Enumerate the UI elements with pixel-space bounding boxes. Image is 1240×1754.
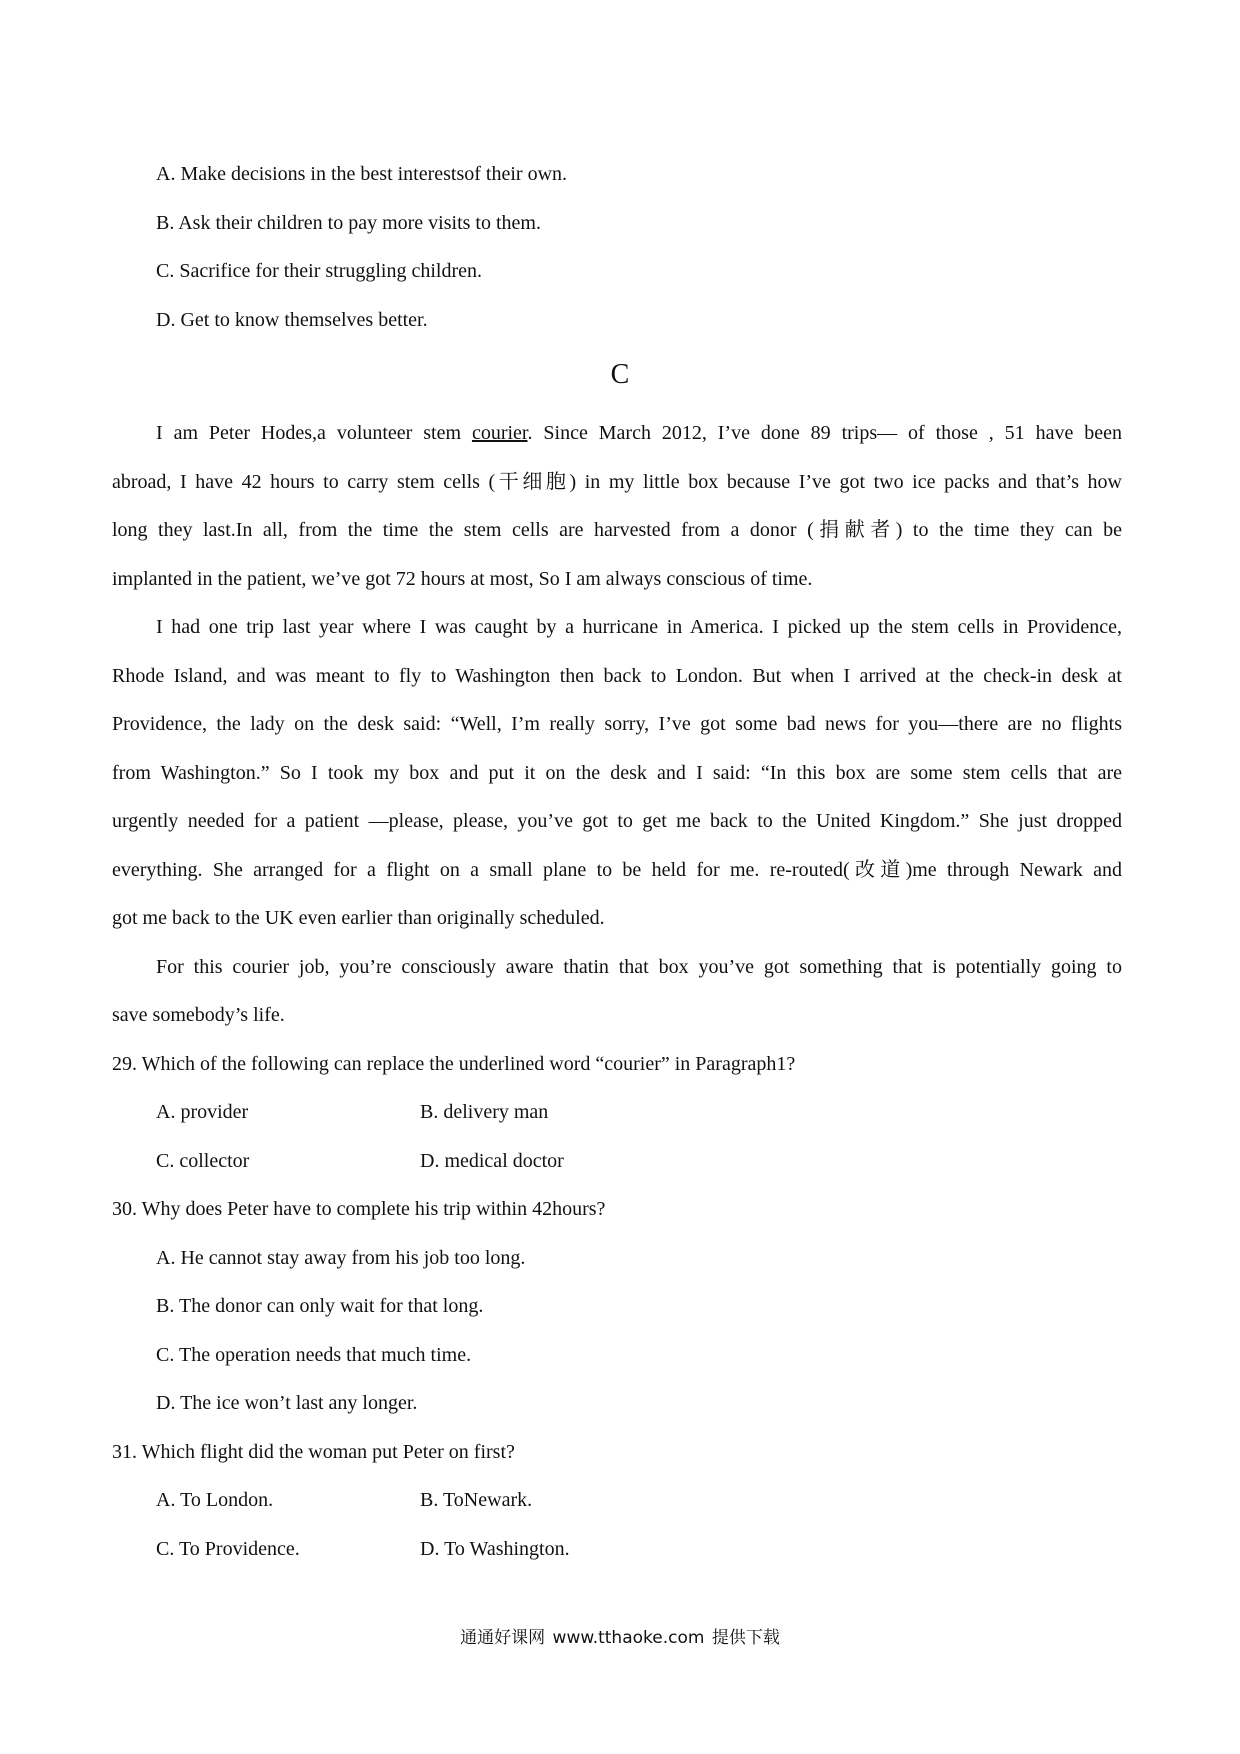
passage-p3-line-1: For this courier job, you’re consciously aware thatin that box you’ve got something that is potentially going to: [156, 956, 1122, 978]
passage-p1-line-2: abroad, I have 42 hours to carry stem cells (干细胞) in my little box because I’ve got two ice packs and that’s how: [112, 471, 1122, 493]
passage-p1-line-3: long they last.In all, from the time the stem cells are harvested from a donor (捐献者) to the time they can be: [112, 519, 1122, 541]
passage-text: I am Peter Hodes,a volunteer stem: [156, 422, 472, 444]
prev-option-a: A. Make decisions in the best interestsof their own.: [156, 163, 568, 185]
question-30-option-a: A. He cannot stay away from his job too long.: [156, 1247, 526, 1269]
question-29-option-a: A. provider: [156, 1101, 249, 1123]
prev-option-b: B. Ask their children to pay more visits to them.: [156, 212, 541, 234]
passage-p2-line-3: Providence, the lady on the desk said: “Well, I’m really sorry, I’ve got some bad news for you—there are no flights: [112, 713, 1122, 735]
question-31-option-b: B. ToNewark.: [420, 1489, 533, 1511]
question-31-option-a: A. To London.: [156, 1489, 274, 1511]
passage-p3-line-2: save somebody’s life.: [112, 1004, 285, 1026]
underlined-word-courier: courier: [471, 422, 528, 444]
passage-p1-line-1: [156, 420, 1122, 446]
passage-p2-line-5: urgently needed for a patient —please, please, you’ve got to get me back to the United Kingdom.” She just dropped: [112, 810, 1122, 832]
passage-p2-line-1: I had one trip last year where I was caught by a hurricane in America. I picked up the stem cells in Providence,: [156, 616, 1122, 638]
prev-option-c: C. Sacrifice for their struggling children.: [156, 260, 483, 282]
question-29-option-b: B. delivery man: [420, 1101, 549, 1123]
page-footer: 通通好课网 www.tthaoke.com 提供下载: [460, 1628, 780, 1648]
question-29-option-d: D. medical doctor: [420, 1150, 564, 1172]
section-heading: C: [610, 359, 630, 390]
question-30-option-d: D. The ice won’t last any longer.: [156, 1392, 418, 1414]
question-29-option-c: C. collector: [156, 1150, 250, 1172]
passage-p2-line-6: everything. She arranged for a flight on a small plane to be held for me. re-routed(改道)me through Newark and: [112, 859, 1122, 881]
question-30-option-b: B. The donor can only wait for that long.: [156, 1295, 484, 1317]
prev-option-d: D. Get to know themselves better.: [156, 309, 428, 331]
question-31-option-c: C. To Providence.: [156, 1538, 300, 1560]
passage-p1-line-4: implanted in the patient, we’ve got 72 hours at most, So I am always conscious of time.: [112, 568, 813, 590]
passage-text: . Since March 2012, I’ve done 89 trips— of those , 51 have been: [527, 422, 1122, 444]
question-31-stem: 31. Which flight did the woman put Peter on first?: [112, 1441, 515, 1463]
question-30-stem: 30. Why does Peter have to complete his trip within 42hours?: [112, 1198, 606, 1220]
passage-p2-line-4: from Washington.” So I took my box and put it on the desk and I said: “In this box are some stem cells that are: [112, 762, 1122, 784]
question-30-option-c: C. The operation needs that much time.: [156, 1344, 472, 1366]
passage-p2-line-2: Rhode Island, and was meant to fly to Washington then back to London. But when I arrived at the check-in desk at: [112, 665, 1122, 687]
question-31-option-d: D. To Washington.: [420, 1538, 570, 1560]
passage-p2-line-7: got me back to the UK even earlier than originally scheduled.: [112, 907, 605, 929]
question-29-stem: 29. Which of the following can replace the underlined word “courier” in Paragraph1?: [112, 1053, 796, 1075]
